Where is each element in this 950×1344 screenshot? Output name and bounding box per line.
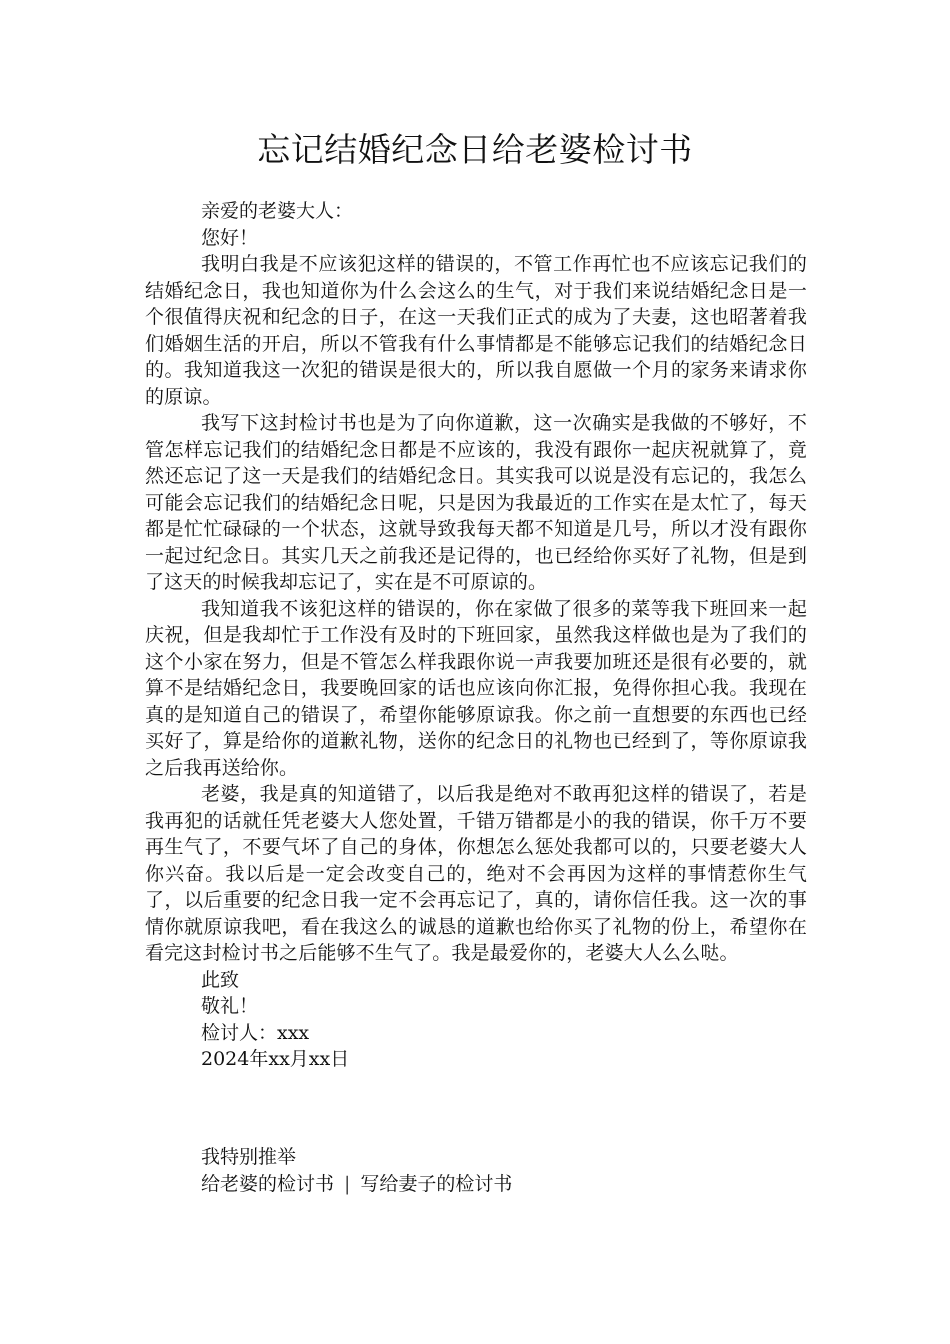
paragraph-3: 我知道我不该犯这样的错误的，你在家做了很多的菜等我下班回来一起庆祝，但是我却忙于工作没有及时的下班回家，虽然我这样做也是为了我们的这个小家在努力，但是不管怎么样我跟你说一声我要加班还是很有必要的，就算不是结婚纪念日，我要晚回家的话也应该向你汇报，免得你担心我。我现在真的是知道自己的错误了，希望你能够原谅我。你之前一直想要的东西也已经买好了，算是给你的道歉礼物，送你的纪念日的礼物也已经到了，等你原谅我之后我再送给你。 [145, 597, 807, 779]
closing-ci-zhi: 此致 [201, 968, 240, 991]
letter-body [145, 198, 807, 1073]
closing-jing-li: 敬礼！ [201, 995, 259, 1017]
greeting: 您好！ [201, 226, 259, 249]
recommend-section [201, 1144, 512, 1197]
recommend-heading: 我特别推举 [201, 1146, 297, 1168]
salutation: 亲爱的老婆大人： [201, 200, 354, 222]
paragraph-1: 我明白我是不应该犯这样的错误的，不管工作再忙也不应该忘记我们的结婚纪念日，我也知道你为什么会这么的生气，对于我们来说结婚纪念日是一个很值得庆祝和纪念的日子，在这一天我们正式的成为了夫妻，这也昭著着我们婚姻生活的开启，所以不管我有什么事情都是不能够忘记我们的结婚纪念日的。我知道我这一次犯的错误是很大的，所以我自愿做一个月的家务来请求你的原谅。 [145, 253, 807, 408]
recommend-link-2[interactable]: 写给妻子的检讨书 [360, 1172, 513, 1195]
paragraph-2: 我写下这封检讨书也是为了向你道歉，这一次确实是我做的不够好，不管怎样忘记我们的结婚纪念日都是不应该的，我没有跟你一起庆祝就算了，竟然还忘记了这一天是我们的结婚纪念日。其实我可以说是没有忘记的，我怎么可能会忘记我们的结婚纪念日呢，只是因为我最近的工作实在是太忙了，每天都是忙忙碌碌的一个状态，这就导致我每天都不知道是几号，所以才没有跟你一起过纪念日。其实几天之前我还是记得的，也已经给你买好了礼物，但是到了这天的时候我却忘记了，实在是不可原谅的。 [145, 412, 807, 593]
document-title: 忘记结婚纪念日给老婆检讨书 [257, 130, 693, 169]
date: 2024年xx月xx日 [201, 1048, 350, 1070]
link-separator: | [344, 1172, 351, 1195]
recommend-link-1[interactable]: 给老婆的检讨书 [201, 1172, 335, 1195]
recommend-links [201, 1171, 512, 1198]
paragraph-4: 老婆，我是真的知道错了，以后我是绝对不敢再犯这样的错误了，若是我再犯的话就任凭老婆大人您处置，千错万错都是小的我的错误，你千万不要再生气了，不要气坏了自己的身体，你想怎么惩处我都可以的，只要老婆大人你兴奋。我以后是一定会改变自己的，绝对不会再因为这样的事情惹你生气了，以后重要的纪念日我一定不会再忘记了，真的，请你信任我。这一次的事情你就原谅我吧，看在我这么的诚恳的道歉也给你买了礼物的份上，希望你在看完这封检讨书之后能够不生气了。我是最爱你的，老婆大人么么哒。 [145, 783, 807, 964]
signature: 检讨人：xxx [201, 1021, 310, 1044]
